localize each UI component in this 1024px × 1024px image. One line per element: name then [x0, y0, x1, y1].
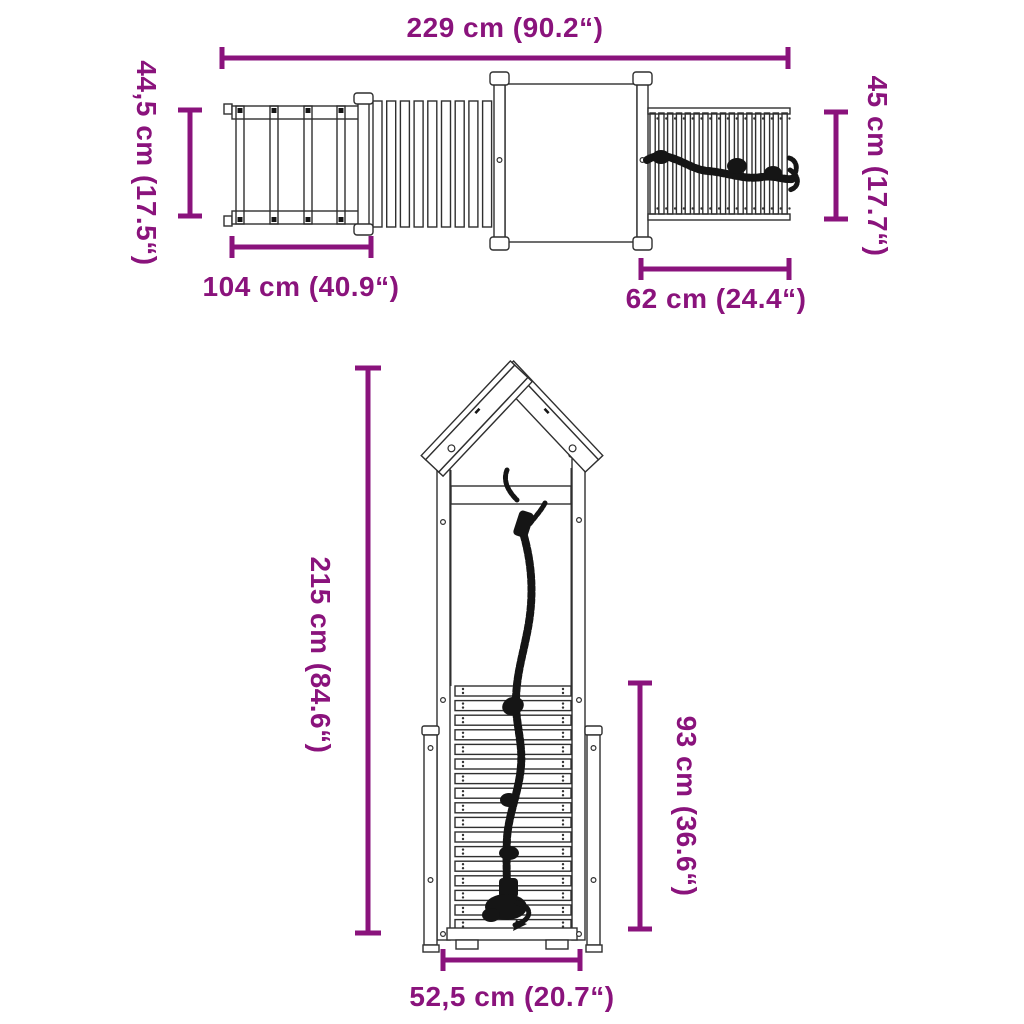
dim-line-tower-height	[355, 368, 381, 933]
dim-line-ladder-width	[232, 236, 371, 258]
dim-line-overall-width	[222, 47, 788, 69]
bridge-top-view	[354, 93, 492, 235]
playhouse-top-view	[490, 72, 652, 250]
dim-line-tower-width	[443, 949, 580, 971]
climbing-wall-top-view	[648, 108, 791, 220]
dim-label-climbing-ramp-height: 93 cm (36.6“)	[671, 715, 702, 897]
climbing-rope-top-view	[647, 150, 797, 190]
dim-label-tower-height: 215 cm (84.6“)	[305, 556, 336, 754]
dim-line-ladder-depth	[178, 110, 202, 216]
dim-line-climbing-wall-width	[641, 258, 789, 280]
dim-line-climbing-ramp-height	[628, 683, 652, 929]
dim-label-climbing-wall-width: 62 cm (24.4“)	[625, 283, 807, 314]
ladder-top-view	[224, 104, 360, 226]
dim-line-climbing-wall-depth	[824, 112, 848, 219]
dim-label-climbing-wall-depth: 45 cm (17.7“)	[862, 75, 893, 257]
playset-top-view	[224, 72, 797, 250]
dim-label-ladder-depth: 44,5 cm (17.5“)	[131, 60, 162, 266]
playtower-front-view	[421, 361, 603, 952]
dim-label-ladder-width: 104 cm (40.9“)	[202, 271, 400, 302]
dim-label-tower-width: 52,5 cm (20.7“)	[409, 981, 615, 1012]
roof-front	[421, 361, 603, 476]
dim-label-overall-width: 229 cm (90.2“)	[406, 12, 604, 43]
base-front	[423, 928, 602, 952]
